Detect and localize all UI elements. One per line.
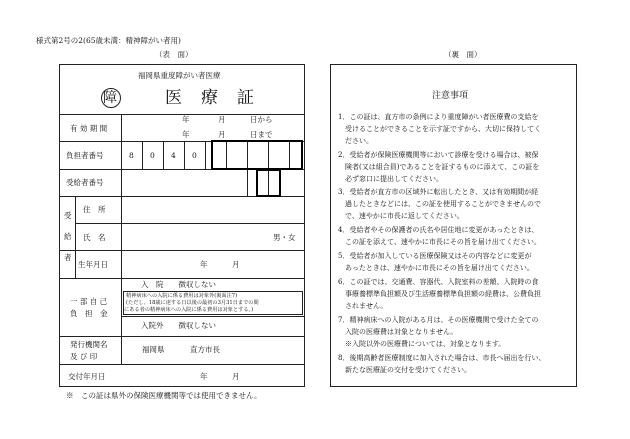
note-line: で、速やかに市長に返してください。: [338, 212, 464, 220]
note-line: 険者(又は組合員)であることを証するものに添えて、この証を: [338, 163, 540, 171]
note-line: 1．この証は、直方市の条例により重度障がい者医療費の支給を: [338, 113, 539, 121]
issuer-heading: 福岡県重度障がい者医療: [138, 71, 221, 80]
name-label: 氏 名: [83, 233, 106, 242]
recipient-digit-1: 8: [129, 151, 134, 160]
copay-note-2: (ただし、18歳に達する日以後の最初の3月31日までの間: [126, 300, 259, 306]
note-line: 4．受給者やその保護者の氏名や居住地に変更があったときは、: [338, 226, 539, 234]
issue-year: 年: [200, 372, 208, 381]
issuer-label-2: 及 び 印: [70, 352, 98, 361]
copay-note-1: 精神病床への入院に係る費用は対象外(裏面注7): [126, 293, 238, 299]
note-line: 受けることができることを示す証ですから、大切に保持してく: [338, 125, 541, 133]
validity-year-2: 年: [182, 130, 190, 139]
recipient-side-1: 受: [64, 211, 72, 220]
front-label: （表 面）: [155, 50, 193, 59]
notes-title: 注意事項: [432, 91, 469, 101]
certificate-title: 医 療 証: [165, 88, 255, 108]
recipient-digit-2: 0: [150, 151, 155, 160]
issuer-pref: 福岡県: [142, 345, 165, 354]
form-id: 様式第2号の2(65歳未満：精神障がい者用): [36, 36, 181, 45]
note-line: 6．この証では、交通費、容器代、入院室料の差額、入院時の食: [338, 278, 539, 286]
outpatient: 入院外 徴収しない: [141, 321, 216, 330]
note-line: 新たな医療証の交付を受けてください。: [338, 366, 471, 374]
number-box-bold: [211, 140, 303, 170]
validity-from: 日から: [250, 115, 273, 124]
note-line: 7．精神病床への入院がある月は、その医療機関で受けた全ての: [338, 316, 539, 324]
gender: 男・女: [273, 233, 296, 242]
recipient-side-3: 者: [64, 253, 72, 262]
note-line: この証を添えて、速やかに市長にその旨を届け出てください。: [338, 238, 541, 246]
validity-month-1: 月: [218, 115, 226, 124]
copay-label-1: 一 部 自 己: [70, 297, 108, 306]
recipient-digit-3: 4: [171, 151, 176, 160]
issuer-mayor: 直方市長: [190, 345, 220, 354]
recipient-no-label: 負担者番号: [66, 151, 104, 160]
note-line: 5．受給者が加入している医療保険又はその内容などに変更が: [338, 252, 532, 260]
note-line: 事療養標準負担額及び生活療養標準負担額の経費は、公費負担: [338, 290, 541, 298]
dob-year: 年: [200, 260, 208, 269]
dob-month: 月: [232, 260, 240, 269]
note-line: されません。: [338, 302, 388, 310]
note-line: 3．受給者が直方市の区域外に転出したとき、又は有効期間が経: [338, 188, 539, 196]
inpatient: 入 院 徴収しない: [141, 280, 216, 289]
dob-label: 生年月日: [78, 260, 108, 269]
validity-label: 有 効 期 間: [70, 124, 108, 133]
note-line: あったときは、速やかに市長にその旨を届け出てください。: [338, 264, 534, 272]
note-line: 入院の医療費は対象となりません。: [338, 328, 458, 336]
issue-date-label: 交付年月日: [68, 372, 106, 381]
note-line: 2．受給者が保険医療機関等において診療を受ける場合は、被保: [338, 151, 539, 159]
validity-month-2: 月: [218, 130, 226, 139]
note-line: 必ず窓口に提出してください。: [338, 175, 443, 183]
issuer-label-1: 発行機関名: [70, 340, 108, 349]
note-line: ※入院以外の医療費については、対象となります。: [338, 340, 506, 348]
recipient-side-2: 給: [64, 232, 72, 241]
validity-until: 日まで: [250, 130, 273, 139]
recipient-digit-4: 0: [192, 151, 197, 160]
beneficiary-no-label: 受給者番号: [66, 178, 104, 187]
back-label: （裏 面）: [444, 50, 482, 59]
note-line: 過したときなどには、この証を使用することができませんので: [338, 200, 541, 208]
copay-note-3: にある者の精神病床への入院に係る費用は対象とする。): [124, 307, 254, 313]
address-label: 住 所: [83, 205, 106, 214]
issue-month: 月: [232, 372, 240, 381]
note-line: ださい。: [338, 137, 373, 145]
check-box-bold: [256, 169, 281, 197]
copay-label-2: 負 担 金: [70, 309, 108, 318]
footnote: ※ この証は県外の保険医療機関等では使用できません。: [66, 391, 262, 400]
note-line: 8．後期高齢者医療制度に加入された場合は、市長へ届出を行い、: [338, 354, 546, 362]
certificate-front: [59, 64, 305, 387]
validity-year-1: 年: [182, 115, 190, 124]
circle-char: 障: [103, 90, 117, 106]
